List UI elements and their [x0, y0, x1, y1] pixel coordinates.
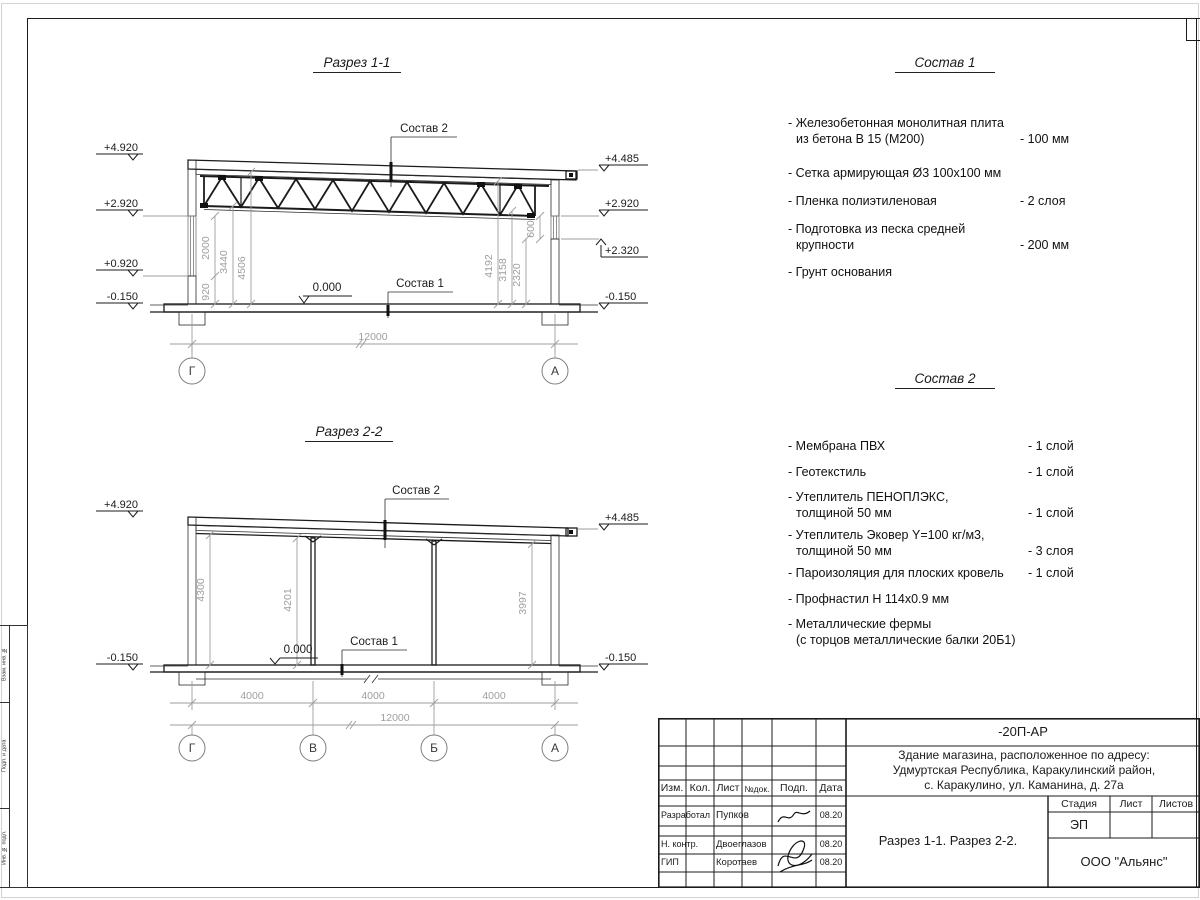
tb-object-line: Удмуртская Республика, Каракулинский район, — [892, 763, 1156, 777]
dimension-value: 3997 — [517, 591, 529, 615]
floor-slab — [150, 304, 598, 325]
tb-date: 08.20 — [819, 857, 843, 867]
elevation-value: +4.485 — [605, 153, 639, 165]
left-rail-cell — [0, 703, 10, 809]
tb-date: 08.20 — [819, 839, 843, 849]
left-rail-label: Подп. и дата — [1, 739, 8, 772]
right-wall — [551, 535, 559, 665]
item-text: - Геотекстиль — [788, 464, 867, 479]
item-text: - Утеплитель ПЕНОПЛЭКС, — [788, 490, 949, 504]
sostav2-ref — [391, 123, 457, 187]
tb-role: Разработал — [661, 810, 710, 820]
dimension-value: 12000 — [358, 331, 388, 343]
zero-level-label: 0.000 — [312, 282, 342, 294]
bottom-dimensions — [170, 681, 578, 729]
axis-bubbles — [179, 703, 568, 761]
list-item — [788, 465, 1096, 481]
tb-stage-label: Стадия — [1061, 798, 1097, 810]
axis-label: А — [550, 364, 560, 378]
elevation-value: +4.920 — [104, 499, 138, 511]
elevation-mark — [96, 291, 143, 309]
title-block — [658, 718, 1200, 888]
elevation-value: +4.920 — [104, 142, 138, 154]
left-rail — [0, 625, 28, 888]
tb-date: 08.20 — [819, 810, 843, 820]
dimension-value: 3158 — [497, 258, 509, 282]
interior-dimensions — [195, 531, 536, 669]
item-text: - Грунт основания — [788, 265, 893, 279]
tb-role: Н. контр. — [661, 839, 699, 849]
elevation-mark — [599, 652, 648, 670]
tb-name: Коротаев — [716, 857, 758, 868]
section-1-1-drawing — [60, 30, 680, 420]
axis-label: Б — [430, 741, 438, 755]
section-1-title: Разрез 1-1 — [313, 55, 401, 73]
dimension-value: 4201 — [282, 588, 294, 612]
elevation-mark — [96, 652, 143, 670]
item-text: - Пароизоляция для плоских кровель — [788, 566, 1004, 580]
tb-col-ndok: №док. — [744, 784, 770, 794]
tb-col-list: Лист — [716, 782, 740, 794]
left-wall — [188, 160, 196, 304]
sostav1-title: Состав 1 — [895, 55, 995, 73]
item-text: - Сетка армирующая Ø3 100х100 мм — [788, 166, 1002, 180]
right-wall — [551, 180, 559, 304]
tb-company: ООО "Альянс" — [1080, 854, 1168, 869]
dimension-value: 3440 — [218, 250, 230, 274]
list-item — [788, 166, 1090, 182]
dimension-value: 4000 — [482, 690, 506, 702]
tb-name: Пупков — [716, 810, 749, 821]
item-text: - Мембрана ПВХ — [788, 439, 886, 453]
dimension-value: 12000 — [380, 712, 410, 724]
section-2-title: Разрез 2-2 — [305, 424, 393, 442]
tb-col-izm: Изм. — [660, 782, 684, 794]
elevation-mark — [96, 499, 143, 517]
bottom-dimension — [170, 314, 578, 352]
signature — [778, 811, 810, 822]
item-value: - 100 мм — [1020, 131, 1070, 146]
elevation-value: +4.485 — [605, 512, 639, 524]
list-item — [788, 439, 1096, 455]
item-value: - 1 слой — [1028, 566, 1074, 580]
dimension-value: 4300 — [195, 578, 207, 602]
sostav1-list — [788, 116, 1090, 281]
axis-bubbles — [179, 344, 568, 384]
item-text: из бетона В 15 (М200) — [796, 131, 925, 146]
dimension-value: 920 — [200, 283, 212, 301]
dimension-value: 2320 — [511, 263, 523, 287]
tb-doc-code: -20П-АР — [998, 724, 1048, 739]
item-value: - 1 слой — [1028, 439, 1074, 453]
item-value: - 3 слоя — [1028, 543, 1074, 558]
list-item: - Утеплитель ПЕНОПЛЭКС, толщиной 50 мм - 1 слой — [788, 490, 1096, 521]
item-text: - Железобетонная монолитная плита — [788, 116, 1004, 130]
dimension-value: 4000 — [240, 690, 264, 702]
axis-label: А — [550, 741, 560, 755]
elevation-mark — [599, 198, 648, 216]
elevation-mark — [599, 153, 648, 171]
item-text: - Металлические фермы — [788, 617, 932, 631]
item-text: - Утеплитель Эковер Y=100 кг/м3, — [788, 528, 985, 542]
list-item — [788, 116, 1090, 147]
elevation-value: -0.150 — [605, 291, 637, 303]
elevation-mark — [96, 258, 143, 276]
item-value: - 2 слоя — [1020, 193, 1066, 208]
left-rail-label: Взам. инв. № — [1, 646, 8, 682]
item-text: - Подготовка из песка средней — [788, 222, 966, 236]
floor-slab — [150, 665, 598, 685]
elevation-value: -0.150 — [106, 652, 138, 664]
axis-label: Г — [188, 364, 196, 378]
tb-object-line: с. Каракулино, ул. Каманина, д. 27а — [924, 778, 1124, 792]
roof-truss — [200, 175, 549, 220]
item-value: - 1 слой — [1028, 464, 1074, 479]
dimension-value: 2000 — [200, 236, 212, 260]
elevation-value: +0.920 — [104, 258, 138, 270]
elevation-mark — [96, 142, 143, 160]
list-item: - Подготовка из песка средней крупности - 200 мм — [788, 222, 1090, 253]
elevation-value: +2.920 — [104, 198, 138, 210]
section-2-2-drawing — [60, 420, 680, 780]
item-value: - 1 слой — [1028, 505, 1074, 520]
list-item — [788, 194, 1090, 210]
tb-sheet-label: Лист — [1119, 798, 1143, 810]
list-item: - Металлические фермы (с торцов металлические балки 20Б1) — [788, 617, 1016, 647]
zero-level-label: 0.000 — [283, 644, 313, 656]
composition-ref-label: Состав 2 — [392, 485, 440, 497]
tb-col-kol: Кол. — [689, 782, 711, 794]
tb-sheets-label: Листов — [1158, 798, 1194, 810]
elevation-value: -0.150 — [605, 652, 637, 664]
sostav1-ref — [342, 636, 407, 677]
composition-ref-label: Состав 1 — [350, 636, 398, 648]
list-item — [788, 592, 1096, 608]
composition-ref-label: Состав 2 — [400, 123, 448, 135]
item-value: - 200 мм — [1020, 237, 1070, 252]
left-rail-cell — [0, 626, 10, 703]
list-item: - Утеплитель Эковер Y=100 кг/м3, толщиной 50 мм - 3 слоя — [788, 528, 1096, 559]
zero-level-mark — [299, 282, 352, 303]
left-rail-cell — [0, 809, 10, 887]
elevation-mark — [96, 198, 143, 216]
elevation-mark — [599, 512, 648, 530]
dimension-value: 4000 — [361, 690, 385, 702]
sostav2-list — [788, 439, 1096, 648]
left-rail-label: Инв. № подл. — [1, 830, 8, 866]
list-item — [788, 265, 1090, 281]
tb-col-podp: Подп. — [780, 782, 808, 794]
column — [432, 541, 436, 665]
item-text: - Профнастил Н 114х0.9 мм — [788, 591, 950, 606]
axis-label: Г — [188, 741, 196, 755]
roof-slab — [188, 517, 577, 544]
elevation-value: -0.150 — [106, 291, 138, 303]
tb-object-line: Здание магазина, расположенное по адресу: — [898, 748, 1150, 762]
elevation-marks — [96, 142, 648, 309]
list-item — [788, 566, 1096, 582]
axis-label: В — [308, 741, 318, 755]
item-text: - Пленка полиэтиленовая — [788, 193, 937, 208]
tb-role: ГИП — [661, 857, 679, 867]
composition-ref-label: Состав 1 — [396, 278, 444, 290]
elevation-mark — [599, 291, 648, 309]
elevation-value: +2.320 — [605, 245, 639, 257]
tb-name: Двоеглазов — [716, 839, 767, 850]
elevation-mark — [596, 239, 648, 257]
elevation-value: +2.920 — [605, 198, 639, 210]
tb-col-data: Дата — [819, 782, 843, 794]
dimension-value: 4192 — [483, 254, 495, 278]
frame-corner-box — [1186, 18, 1200, 41]
dimension-value: 4506 — [236, 256, 248, 280]
signature — [778, 841, 812, 872]
tb-stage-value: ЭП — [1070, 818, 1088, 832]
dimension-value: 600 — [525, 220, 537, 238]
sostav2-title: Состав 2 — [895, 371, 995, 389]
tb-sheet-title: Разрез 1-1. Разрез 2-2. — [878, 833, 1018, 848]
